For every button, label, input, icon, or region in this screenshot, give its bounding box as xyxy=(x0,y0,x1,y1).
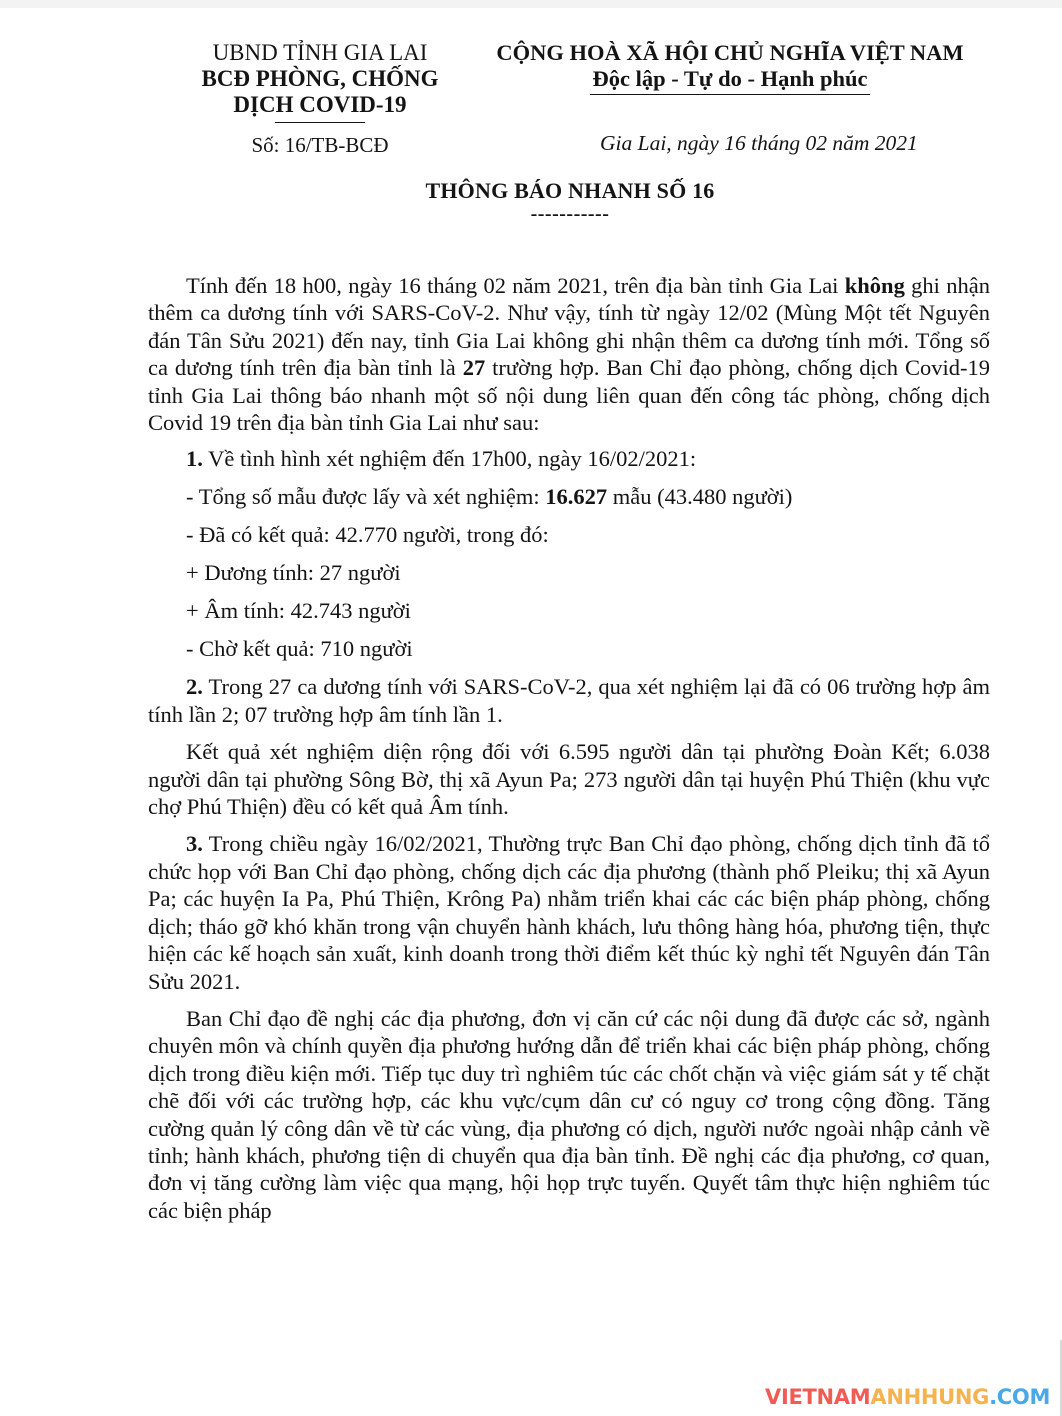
total-samples-suffix: mẫu (43.480 người) xyxy=(607,484,793,510)
section-2-number: 2. xyxy=(186,674,203,700)
total-samples-label: - Tổng số mẫu được lấy và xét nghiệm: xyxy=(186,484,546,510)
intro-bold-total-cases: 27 xyxy=(462,355,486,381)
watermark-part-3: .COM xyxy=(989,1385,1051,1409)
place-and-date: Gia Lai, ngày 16 tháng 02 năm 2021 xyxy=(600,131,918,155)
watermark-logo xyxy=(765,1385,1050,1409)
pending-line: - Chờ kết quả: 710 người xyxy=(186,636,413,662)
authority-underline xyxy=(275,122,365,123)
section-2-text: Trong 27 ca dương tính với SARS-CoV-2, qua xét nghiệm lại đã có 06 trường hợp âm tính lần 2; 07 trường hợp âm tính lần 1. xyxy=(148,674,990,727)
intro-paragraph xyxy=(148,272,990,436)
national-motto: Độc lập - Tự do - Hạnh phúc xyxy=(590,66,869,95)
national-heading-block xyxy=(470,40,990,95)
scan-top-edge xyxy=(0,0,1062,8)
section-1-heading-text: Về tình hình xét nghiệm đến 17h00, ngày 16/02/2021: xyxy=(202,446,697,472)
section-1-heading xyxy=(148,445,990,473)
total-samples-line xyxy=(148,483,990,511)
document-number: Số: 16/TB-BCĐ xyxy=(251,133,389,157)
watermark-part-2: ANHHUNG xyxy=(870,1385,990,1409)
authority-line-2: BCĐ PHÒNG, CHỐNG xyxy=(201,66,439,91)
issuing-authority-block xyxy=(150,40,490,158)
title-divider: ----------- xyxy=(530,203,610,225)
section-2-paragraph xyxy=(148,673,990,728)
section-3-number: 3. xyxy=(186,831,203,857)
results-line: - Đã có kết quả: 42.770 người, trong đó: xyxy=(186,522,549,548)
intro-text-1: Tính đến 18 h00, ngày 16 tháng 02 năm 2021, trên địa bàn tỉnh Gia Lai xyxy=(186,273,845,298)
section-1-number: 1. xyxy=(186,446,203,472)
section-3-text: Trong chiều ngày 16/02/2021, Thường trực Ban Chỉ đạo phòng, chống dịch tỉnh đã tổ chức họp với Ban Chỉ đạo phòng, chống dịch các địa phương (thành phố Pleiku; thị xã Ayun Pa; các huyện Ia Pa, Phú Thiện, Krông Pa) nhằm triển khai các các biện pháp phòng, chống dịch; tháo gỡ khó khăn trong vận chuyển hành khách, lưu thông hàng hóa, phương tiện, thực hiện các kế hoạch sản xuất, kinh doanh trong thời điểm kết thúc kỳ nghỉ tết Nguyên đán Tân Sửu 2021. xyxy=(148,831,990,994)
positive-line: + Dương tính: 27 người xyxy=(186,560,401,586)
total-samples-value: 16.627 xyxy=(545,484,608,510)
authority-line-1: UBND TỈNH GIA LAI xyxy=(212,40,428,65)
watermark-part-1: VIETNAM xyxy=(765,1385,871,1409)
intro-text-2: ghi nhận thêm ca dương tính với SARS-CoV-2. Như vậy, tính từ ngày 12/02 (Mùng Một tết Nguyên đán Tân Sửu 2021) đến nay, tỉnh Gia Lai không ghi nhận thêm ca dương tính mới. Tổng số ca dương tính trên địa bàn tỉnh là xyxy=(148,273,990,381)
negative-line: + Âm tính: 42.743 người xyxy=(186,598,411,624)
national-title: CỘNG HOÀ XÃ HỘI CHỦ NGHĨA VIỆT NAM xyxy=(496,40,964,65)
intro-text-3: trường hợp. Ban Chỉ đạo phòng, chống dịch Covid-19 tỉnh Gia Lai thông báo nhanh một số nội dung liên quan đến công tác phòng, chống dịch Covid 19 trên địa bàn tỉnh Gia Lai như sau: xyxy=(148,355,991,436)
document-title: THÔNG BÁO NHANH SỐ 16 xyxy=(425,178,715,203)
recommendations-paragraph: Ban Chỉ đạo đề nghị các địa phương, đơn vị căn cứ các nội dung đã được các sở, ngành chuyên môn và chính quyền địa phương hướng dẫn để triển khai các biện pháp phòng, chống dịch trong điều kiện mới. Tiếp tục duy trì nghiêm túc các chốt chặn và việc giám sát y tế chặt chẽ đối với các trường hợp, các khu vực/cụm dân cư có nguy cơ trong cộng đồng. Tăng cường quản lý công dân về từ các vùng, địa phương có dịch, người nước ngoài nhập cảnh về tỉnh; hành khách, phương tiện di chuyển qua địa bàn tỉnh. Đề nghị các địa phương, cơ quan, đơn vị tăng cường làm việc qua mạng, hội họp trực tuyến. Quyết tâm thực hiện nghiêm túc các biện pháp xyxy=(148,1005,990,1223)
intro-bold-khong: không xyxy=(844,273,905,298)
section-3-paragraph xyxy=(148,830,990,994)
document-body xyxy=(148,272,990,1224)
mass-testing-paragraph: Kết quả xét nghiệm diện rộng đối với 6.595 người dân tại phường Đoàn Kết; 6.038 người dân tại phường Sông Bờ, thị xã Ayun Pa; 273 người dân tại huyện Phú Thiện (khu vực chợ Phú Thiện) đều có kết quả Âm tính. xyxy=(148,739,990,820)
authority-line-3: DỊCH COVID-19 xyxy=(233,92,407,117)
